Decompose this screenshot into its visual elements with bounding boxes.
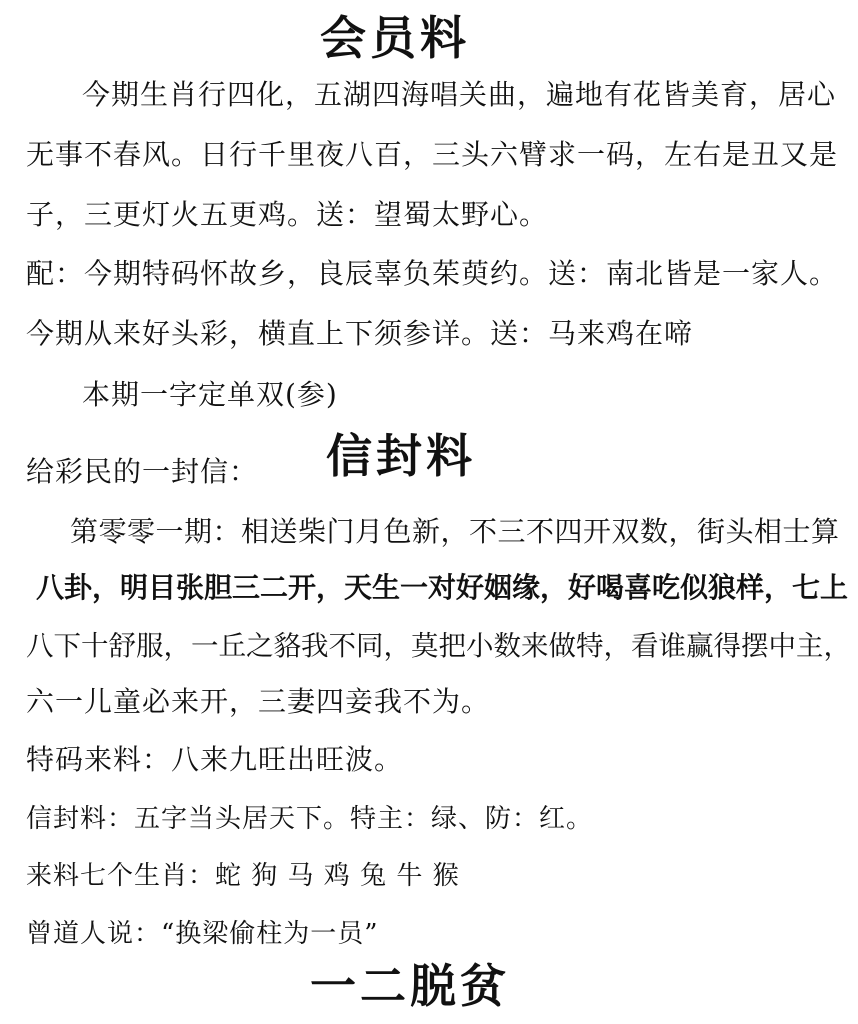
body-line: 信封料：五字当头居天下。特主：绿、防：红。 bbox=[26, 804, 594, 834]
body-line: 特码来料：八来九旺出旺波。 bbox=[26, 743, 404, 776]
section-title-poverty: 一二脱贫 bbox=[310, 959, 510, 1013]
body-line: 八下十舒服，一丘之貉我不同，莫把小数来做特，看谁赢得摆中主， bbox=[26, 630, 851, 662]
body-line: 今期从来好头彩，横直上下须参详。送：马来鸡在啼 bbox=[26, 317, 694, 350]
body-line: 第零零一期：相送柴门月色新，不三不四开双数，街头相士算 bbox=[70, 515, 840, 548]
body-line: 八卦，明目张胆三二开，天生一对好姻缘，好喝喜吃似狼样，七上 bbox=[36, 571, 849, 604]
letter-intro: 给彩民的一封信： bbox=[26, 455, 259, 488]
body-line: 本期一字定单双(参) bbox=[82, 378, 338, 411]
body-line: 曾道人说：“换梁偷柱为一员” bbox=[26, 919, 379, 949]
section-title-envelope: 信封料 bbox=[326, 429, 476, 483]
body-line: 配：今期特码怀故乡，良辰辜负茱萸约。送：南北皆是一家人。 bbox=[26, 257, 839, 290]
body-line: 子，三更灯火五更鸡。送：望蜀太野心。 bbox=[26, 198, 549, 231]
body-line: 六一儿童必来开，三妻四妾我不为。 bbox=[26, 685, 491, 718]
body-line: 来料七个生肖：蛇 狗 马 鸡 兔 牛 猴 bbox=[26, 861, 460, 891]
section-title-member: 会员料 bbox=[320, 11, 470, 65]
body-line: 今期生肖行四化，五湖四海唱关曲，遍地有花皆美育，居心 bbox=[82, 78, 837, 111]
body-line: 无事不春风。日行千里夜八百，三头六臂求一码，左右是丑又是 bbox=[26, 138, 839, 171]
